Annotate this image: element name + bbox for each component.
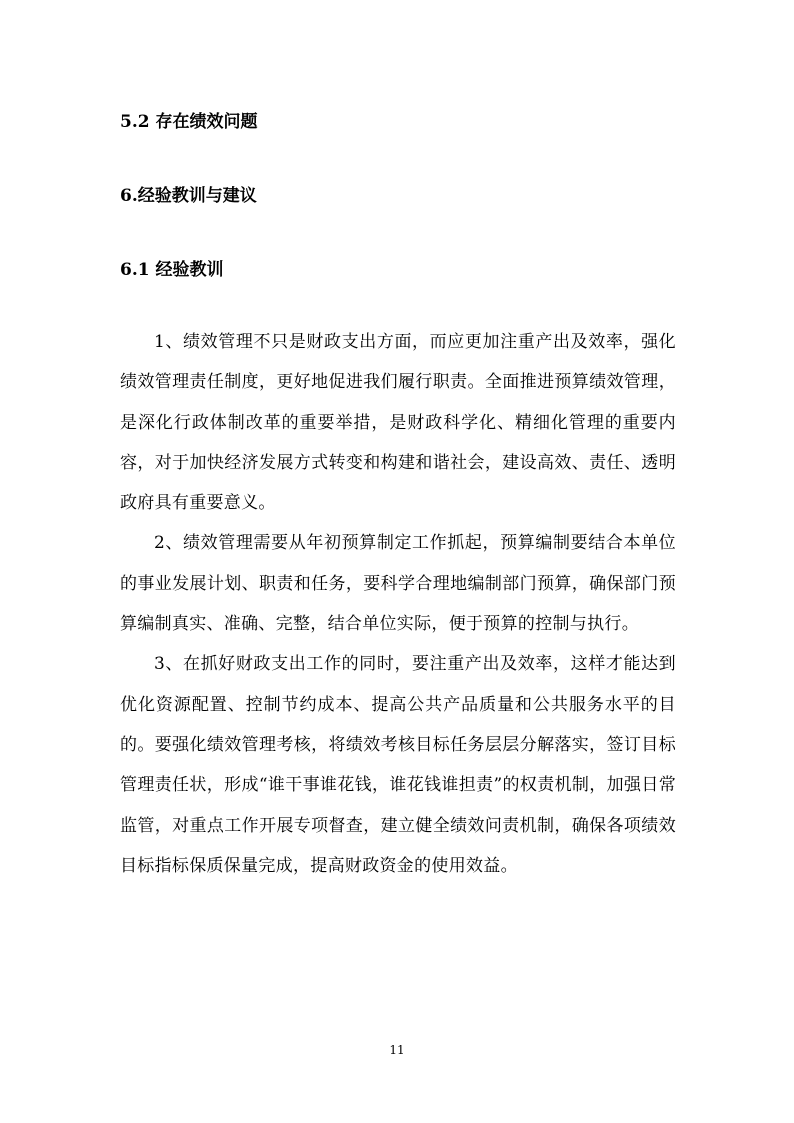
body-text bbox=[120, 322, 676, 886]
section-heading-6: 6.经验教训与建议 bbox=[120, 186, 257, 206]
section-heading-6-1: 6.1 经验教训 bbox=[120, 260, 224, 280]
section-heading-5-2: 5.2 存在绩效问题 bbox=[120, 112, 258, 132]
paragraph-3: 3、在抓好财政支出工作的同时，要注重产出及效率，这样才能达到优化资源配置、控制节约成本、提高公共产品质量和公共服务水平的目的。要强化绩效管理考核，将绩效考核目标任务层层分解落实，签订目标管理责任状，形成“谁干事谁花钱，谁花钱谁担责”的权责机制，加强日常监管，对重点工作开展专项督查，建立健全绩效问责机制，确保各项绩效目标指标保质保量完成，提高财政资金的使用效益。 bbox=[120, 654, 676, 876]
paragraph-2: 2、绩效管理需要从年初预算制定工作抓起，预算编制要结合本单位的事业发展计划、职责和任务，要科学合理地编制部门预算，确保部门预算编制真实、准确、完整，结合单位实际，便于预算的控制与执行。 bbox=[120, 533, 676, 635]
paragraph-1: 1、绩效管理不只是财政支出方面，而应更加注重产出及效率，强化绩效管理责任制度，更好地促进我们履行职责。全面推进预算绩效管理，是深化行政体制改革的重要举措，是财政科学化、精细化管理的重要内容，对于加快经济发展方式转变和构建和谐社会，建设高效、责任、透明政府具有重要意义。 bbox=[120, 332, 676, 514]
page-number: 11 bbox=[389, 1043, 405, 1057]
